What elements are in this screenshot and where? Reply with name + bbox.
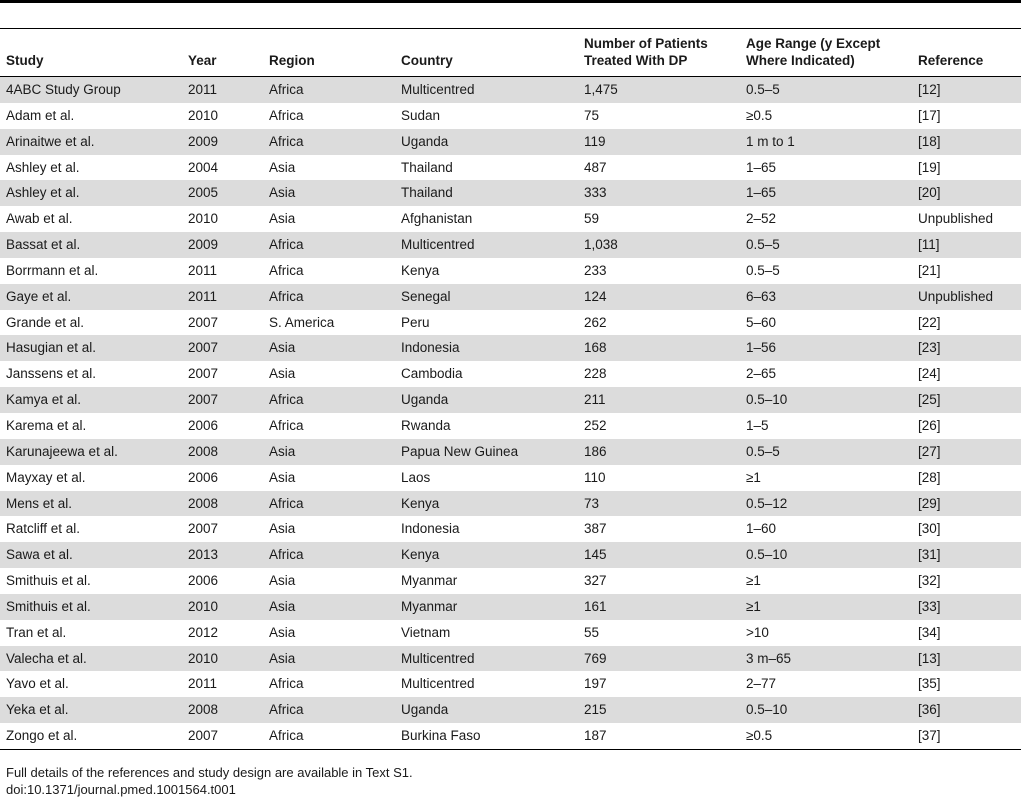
cell-country: Rwanda	[395, 413, 578, 439]
cell-patients: 252	[578, 413, 740, 439]
cell-study: Gaye et al.	[0, 284, 182, 310]
cell-patients: 161	[578, 594, 740, 620]
cell-country: Burkina Faso	[395, 723, 578, 749]
cell-patients: 487	[578, 155, 740, 181]
cell-country: Multicentred	[395, 671, 578, 697]
cell-region: Africa	[263, 258, 395, 284]
cell-reference: [18]	[912, 129, 1021, 155]
cell-patients: 145	[578, 542, 740, 568]
table-row	[0, 310, 1021, 336]
cell-age: 5–60	[740, 310, 912, 336]
cell-country: Uganda	[395, 129, 578, 155]
cell-year: 2010	[182, 594, 263, 620]
cell-study: Awab et al.	[0, 206, 182, 232]
cell-reference: [35]	[912, 671, 1021, 697]
cell-year: 2005	[182, 180, 263, 206]
table-row	[0, 155, 1021, 181]
cell-country: Kenya	[395, 542, 578, 568]
table-row	[0, 77, 1021, 103]
cell-year: 2004	[182, 155, 263, 181]
cell-age: 2–77	[740, 671, 912, 697]
cell-age: 3 m–65	[740, 646, 912, 672]
cell-year: 2009	[182, 129, 263, 155]
cell-age: 2–65	[740, 361, 912, 387]
cell-study: Yavo et al.	[0, 671, 182, 697]
cell-region: Asia	[263, 180, 395, 206]
cell-patients: 75	[578, 103, 740, 129]
cell-age: 1 m to 1	[740, 129, 912, 155]
cell-year: 2008	[182, 491, 263, 517]
cell-reference: [30]	[912, 516, 1021, 542]
cell-reference: [22]	[912, 310, 1021, 336]
table-row	[0, 516, 1021, 542]
cell-region: Africa	[263, 723, 395, 749]
table-row	[0, 258, 1021, 284]
table-row	[0, 568, 1021, 594]
cell-reference: [24]	[912, 361, 1021, 387]
table-row	[0, 361, 1021, 387]
cell-reference: [36]	[912, 697, 1021, 723]
cell-year: 2007	[182, 516, 263, 542]
cell-reference: [26]	[912, 413, 1021, 439]
table-row	[0, 671, 1021, 697]
cell-reference: [37]	[912, 723, 1021, 749]
table-row	[0, 646, 1021, 672]
cell-age: 0.5–5	[740, 258, 912, 284]
cell-year: 2007	[182, 723, 263, 749]
cell-reference: [25]	[912, 387, 1021, 413]
cell-region: S. America	[263, 310, 395, 336]
cell-patients: 1,038	[578, 232, 740, 258]
cell-age: 0.5–10	[740, 697, 912, 723]
cell-year: 2010	[182, 206, 263, 232]
header-patients-line1: Number of Patients	[584, 36, 708, 51]
cell-country: Cambodia	[395, 361, 578, 387]
cell-age: ≥1	[740, 568, 912, 594]
table-row	[0, 439, 1021, 465]
cell-patients: 110	[578, 465, 740, 491]
cell-region: Asia	[263, 439, 395, 465]
cell-reference: [13]	[912, 646, 1021, 672]
footnote-doi: doi:10.1371/journal.pmed.1001564.t001	[6, 782, 236, 797]
table-row	[0, 697, 1021, 723]
cell-study: Smithuis et al.	[0, 594, 182, 620]
cell-study: Borrmann et al.	[0, 258, 182, 284]
cell-age: 0.5–12	[740, 491, 912, 517]
cell-country: Uganda	[395, 697, 578, 723]
table-body	[0, 77, 1021, 750]
cell-region: Asia	[263, 594, 395, 620]
cell-region: Asia	[263, 646, 395, 672]
cell-study: Bassat et al.	[0, 232, 182, 258]
table-row	[0, 387, 1021, 413]
cell-year: 2009	[182, 232, 263, 258]
cell-reference: [12]	[912, 77, 1021, 103]
cell-age: ≥1	[740, 594, 912, 620]
top-rule	[0, 0, 1021, 3]
cell-year: 2012	[182, 620, 263, 646]
cell-reference: [31]	[912, 542, 1021, 568]
cell-region: Asia	[263, 155, 395, 181]
cell-region: Africa	[263, 129, 395, 155]
cell-age: >10	[740, 620, 912, 646]
cell-reference: [20]	[912, 180, 1021, 206]
cell-region: Africa	[263, 284, 395, 310]
cell-region: Asia	[263, 206, 395, 232]
header-age-line1: Age Range (y Except	[746, 36, 881, 51]
cell-region: Africa	[263, 697, 395, 723]
cell-country: Peru	[395, 310, 578, 336]
cell-patients: 55	[578, 620, 740, 646]
cell-study: Mayxay et al.	[0, 465, 182, 491]
table-row	[0, 594, 1021, 620]
cell-country: Multicentred	[395, 232, 578, 258]
cell-year: 2010	[182, 646, 263, 672]
cell-patients: 119	[578, 129, 740, 155]
table-row	[0, 491, 1021, 517]
cell-region: Africa	[263, 387, 395, 413]
cell-region: Asia	[263, 568, 395, 594]
cell-country: Indonesia	[395, 516, 578, 542]
header-year: Year	[188, 53, 217, 68]
table-row	[0, 129, 1021, 155]
header-row	[0, 29, 1021, 77]
cell-study: Ashley et al.	[0, 155, 182, 181]
cell-region: Africa	[263, 77, 395, 103]
cell-age: 1–65	[740, 155, 912, 181]
cell-reference: [28]	[912, 465, 1021, 491]
table-row	[0, 465, 1021, 491]
cell-year: 2008	[182, 697, 263, 723]
cell-patients: 769	[578, 646, 740, 672]
cell-age: 1–65	[740, 180, 912, 206]
cell-study: Smithuis et al.	[0, 568, 182, 594]
table-row	[0, 620, 1021, 646]
cell-region: Africa	[263, 103, 395, 129]
table-row	[0, 180, 1021, 206]
cell-year: 2010	[182, 103, 263, 129]
cell-year: 2007	[182, 361, 263, 387]
cell-year: 2011	[182, 284, 263, 310]
table-header	[0, 29, 1021, 77]
cell-year: 2011	[182, 77, 263, 103]
cell-reference: Unpublished	[912, 206, 1021, 232]
table-row	[0, 232, 1021, 258]
cell-country: Multicentred	[395, 77, 578, 103]
cell-patients: 211	[578, 387, 740, 413]
cell-patients: 187	[578, 723, 740, 749]
cell-age: 0.5–5	[740, 77, 912, 103]
cell-country: Senegal	[395, 284, 578, 310]
cell-patients: 327	[578, 568, 740, 594]
cell-age: 0.5–10	[740, 387, 912, 413]
cell-study: Ratcliff et al.	[0, 516, 182, 542]
cell-age: ≥1	[740, 465, 912, 491]
cell-year: 2007	[182, 310, 263, 336]
cell-patients: 168	[578, 335, 740, 361]
cell-study: Sawa et al.	[0, 542, 182, 568]
cell-year: 2006	[182, 413, 263, 439]
cell-country: Thailand	[395, 155, 578, 181]
table-row	[0, 284, 1021, 310]
cell-study: Ashley et al.	[0, 180, 182, 206]
cell-age: 1–5	[740, 413, 912, 439]
cell-study: Arinaitwe et al.	[0, 129, 182, 155]
cell-region: Asia	[263, 361, 395, 387]
cell-patients: 197	[578, 671, 740, 697]
cell-reference: [33]	[912, 594, 1021, 620]
cell-study: Janssens et al.	[0, 361, 182, 387]
cell-age: 0.5–5	[740, 232, 912, 258]
cell-region: Africa	[263, 491, 395, 517]
table-row	[0, 335, 1021, 361]
cell-study: Adam et al.	[0, 103, 182, 129]
cell-region: Africa	[263, 542, 395, 568]
header-patients-line2: Treated With DP	[584, 53, 688, 68]
cell-reference: [29]	[912, 491, 1021, 517]
cell-age: ≥0.5	[740, 723, 912, 749]
cell-study: Zongo et al.	[0, 723, 182, 749]
cell-age: 1–56	[740, 335, 912, 361]
cell-patients: 186	[578, 439, 740, 465]
studies-table	[0, 28, 1021, 750]
cell-reference: [21]	[912, 258, 1021, 284]
cell-study: 4ABC Study Group	[0, 77, 182, 103]
cell-year: 2006	[182, 465, 263, 491]
cell-country: Myanmar	[395, 568, 578, 594]
cell-patients: 124	[578, 284, 740, 310]
cell-country: Afghanistan	[395, 206, 578, 232]
cell-patients: 387	[578, 516, 740, 542]
cell-year: 2007	[182, 335, 263, 361]
cell-study: Kamya et al.	[0, 387, 182, 413]
cell-region: Asia	[263, 516, 395, 542]
cell-study: Grande et al.	[0, 310, 182, 336]
cell-year: 2006	[182, 568, 263, 594]
cell-reference: [23]	[912, 335, 1021, 361]
cell-patients: 215	[578, 697, 740, 723]
cell-year: 2007	[182, 387, 263, 413]
cell-country: Multicentred	[395, 646, 578, 672]
header-reference: Reference	[918, 53, 984, 68]
header-patients	[578, 29, 740, 77]
cell-region: Asia	[263, 465, 395, 491]
cell-reference: [11]	[912, 232, 1021, 258]
cell-country: Sudan	[395, 103, 578, 129]
cell-study: Tran et al.	[0, 620, 182, 646]
header-study: Study	[6, 53, 44, 68]
cell-region: Africa	[263, 671, 395, 697]
cell-country: Thailand	[395, 180, 578, 206]
cell-patients: 73	[578, 491, 740, 517]
cell-patients: 233	[578, 258, 740, 284]
cell-age: 1–60	[740, 516, 912, 542]
cell-year: 2011	[182, 671, 263, 697]
header-country: Country	[401, 53, 453, 68]
cell-patients: 228	[578, 361, 740, 387]
cell-reference: [27]	[912, 439, 1021, 465]
cell-study: Karunajeewa et al.	[0, 439, 182, 465]
cell-age: ≥0.5	[740, 103, 912, 129]
table-row	[0, 723, 1021, 749]
cell-country: Kenya	[395, 491, 578, 517]
cell-reference: [17]	[912, 103, 1021, 129]
table-row	[0, 103, 1021, 129]
cell-country: Indonesia	[395, 335, 578, 361]
cell-reference: [32]	[912, 568, 1021, 594]
cell-country: Vietnam	[395, 620, 578, 646]
table-row	[0, 542, 1021, 568]
cell-region: Africa	[263, 232, 395, 258]
table-row	[0, 413, 1021, 439]
cell-age: 2–52	[740, 206, 912, 232]
cell-country: Kenya	[395, 258, 578, 284]
cell-study: Hasugian et al.	[0, 335, 182, 361]
cell-patients: 1,475	[578, 77, 740, 103]
cell-study: Karema et al.	[0, 413, 182, 439]
header-region: Region	[269, 53, 315, 68]
cell-year: 2008	[182, 439, 263, 465]
footnote-details: Full details of the references and study design are available in Text S1.	[6, 765, 413, 780]
header-age-line2: Where Indicated)	[746, 53, 855, 68]
cell-country: Laos	[395, 465, 578, 491]
cell-year: 2013	[182, 542, 263, 568]
cell-reference: [19]	[912, 155, 1021, 181]
cell-patients: 333	[578, 180, 740, 206]
cell-country: Papua New Guinea	[395, 439, 578, 465]
cell-country: Myanmar	[395, 594, 578, 620]
cell-age: 0.5–5	[740, 439, 912, 465]
cell-reference: [34]	[912, 620, 1021, 646]
cell-reference: Unpublished	[912, 284, 1021, 310]
cell-age: 6–63	[740, 284, 912, 310]
table-row	[0, 206, 1021, 232]
cell-region: Asia	[263, 335, 395, 361]
cell-country: Uganda	[395, 387, 578, 413]
cell-patients: 59	[578, 206, 740, 232]
cell-patients: 262	[578, 310, 740, 336]
cell-study: Yeka et al.	[0, 697, 182, 723]
cell-study: Valecha et al.	[0, 646, 182, 672]
header-age-range	[740, 29, 912, 77]
cell-study: Mens et al.	[0, 491, 182, 517]
cell-region: Africa	[263, 413, 395, 439]
cell-age: 0.5–10	[740, 542, 912, 568]
cell-year: 2011	[182, 258, 263, 284]
cell-region: Asia	[263, 620, 395, 646]
